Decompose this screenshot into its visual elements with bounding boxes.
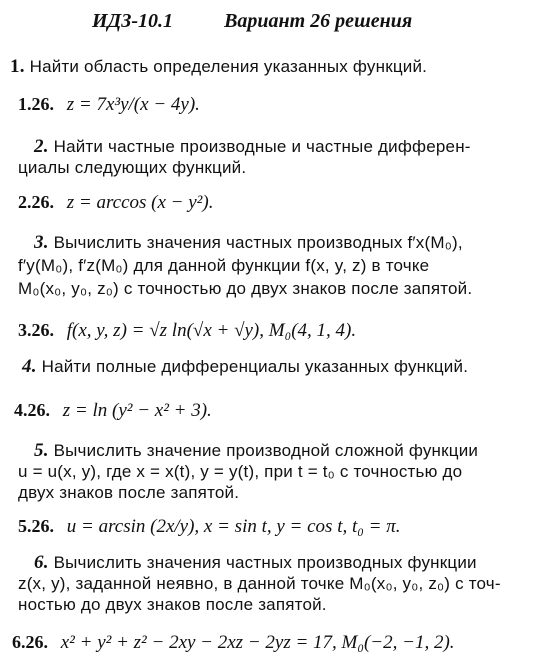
task-4-number: 4. bbox=[22, 356, 37, 377]
task-5-line-2 bbox=[18, 461, 462, 482]
task-5-text-3: двух знаков после запятой. bbox=[18, 483, 240, 502]
formula-1-number: 1.26. bbox=[18, 94, 54, 114]
task-1-text: Найти область определения указанных функций. bbox=[29, 57, 428, 76]
formula-2-number: 2.26. bbox=[18, 192, 54, 212]
task-5-number: 5. bbox=[34, 440, 49, 461]
formula-3 bbox=[18, 318, 356, 343]
task-6-line-1 bbox=[34, 552, 477, 573]
task-5-line-1 bbox=[34, 440, 478, 461]
task-3-text-1: Вычислить значения частных производных f′x(M₀), bbox=[53, 233, 463, 252]
task-3-text-3: M₀(x₀, y₀, z₀) с точностью до двух знаков после запятой. bbox=[18, 279, 473, 298]
task-2-text-1: Найти частные производные и частные дифферен- bbox=[53, 137, 471, 156]
task-6-line-2 bbox=[18, 573, 501, 594]
formula-4-expression: z = ln (y² − x² + 3). bbox=[62, 400, 212, 421]
variant-label: Вариант 26 решения bbox=[224, 10, 413, 32]
formula-6-expression: x² + y² + z² − 2xy − 2xz − 2yz = 17, M₀(−2, −1, 2). bbox=[60, 632, 455, 653]
task-2-line-2 bbox=[18, 157, 246, 178]
task-6-text-3: ностью до двух знаков после запятой. bbox=[18, 595, 327, 614]
task-6-line-3 bbox=[18, 594, 327, 615]
task-4-line-1 bbox=[22, 356, 468, 377]
task-1-number: 1. bbox=[10, 56, 25, 77]
formula-4-number: 4.26. bbox=[14, 400, 50, 420]
task-6-text-2: z(x, y), заданной неявно, в данной точке M₀(x₀, y₀, z₀) с точ- bbox=[18, 574, 501, 593]
formula-2 bbox=[18, 190, 213, 215]
task-3-line-2 bbox=[18, 255, 429, 276]
task-4-text: Найти полные дифференциалы указанных функций. bbox=[41, 357, 469, 376]
task-6-number: 6. bbox=[34, 552, 49, 573]
formula-1-expression: z = 7x³y/(x − 4y). bbox=[66, 94, 200, 115]
task-3-line-3 bbox=[18, 278, 472, 299]
formula-5-expression: u = arcsin (2x/y), x = sin t, y = cos t, t₀ = π. bbox=[66, 516, 401, 537]
formula-5-number: 5.26. bbox=[18, 516, 54, 536]
formula-5 bbox=[18, 514, 400, 539]
task-2-number: 2. bbox=[34, 136, 49, 157]
formula-2-expression: z = arccos (x − y²). bbox=[66, 192, 214, 213]
task-3-line-1 bbox=[34, 232, 463, 253]
formula-3-expression: f(x, y, z) = √z ln(√x + √y), M₀(4, 1, 4). bbox=[66, 320, 357, 341]
formula-1 bbox=[18, 92, 200, 117]
task-6-text-1: Вычислить значения частных производных функции bbox=[53, 553, 477, 572]
task-1-line-1 bbox=[10, 56, 427, 77]
task-3-number: 3. bbox=[34, 232, 49, 253]
task-5-text-2: u = u(x, y), где x = x(t), y = y(t), при t = t₀ с точностью до bbox=[18, 462, 463, 481]
task-3-text-2: f′y(M₀), f′z(M₀) для данной функции f(x, y, z) в точке bbox=[18, 256, 430, 275]
formula-6-number: 6.26. bbox=[12, 632, 48, 652]
formula-6 bbox=[12, 630, 455, 655]
document-title: ИДЗ-10.1 bbox=[92, 10, 174, 32]
task-2-text-2: циалы следующих функций. bbox=[18, 158, 247, 177]
task-5-text-1: Вычислить значение производной сложной функции bbox=[53, 441, 479, 460]
formula-4 bbox=[14, 398, 212, 423]
document-header bbox=[92, 10, 412, 33]
task-2-line-1 bbox=[34, 136, 471, 157]
task-5-line-3 bbox=[18, 482, 239, 503]
formula-3-number: 3.26. bbox=[18, 320, 54, 340]
